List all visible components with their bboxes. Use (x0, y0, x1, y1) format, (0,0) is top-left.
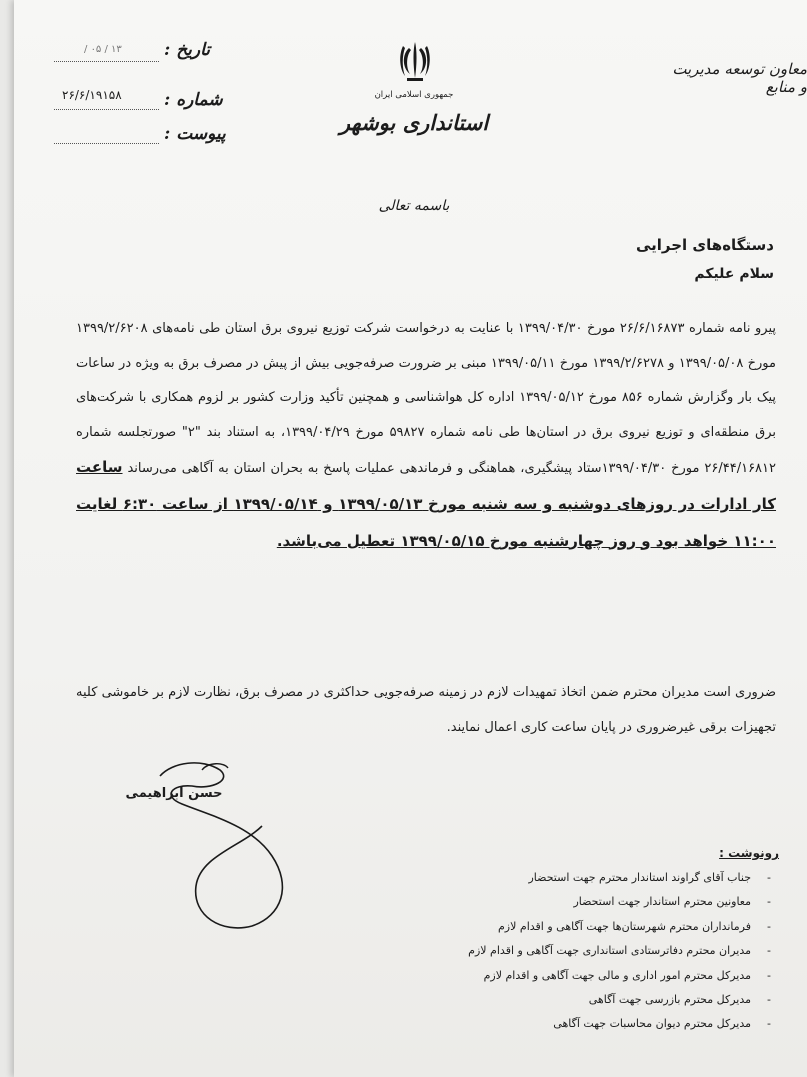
copy-item: - فرمانداران محترم شهرستان‌ها جهت آگاهی و اقدام لازم (394, 915, 779, 939)
copy-item: - مدیرکل محترم دیوان محاسبات جهت آگاهی (394, 1012, 779, 1036)
date-label: تاریخ : (164, 40, 211, 60)
signatory-name: حسن ابراهیمی (125, 786, 223, 801)
copy-item: - معاونین محترم استاندار جهت استحضار (394, 890, 779, 914)
iran-emblem-icon (397, 38, 433, 84)
number-value: ۲۶/۶/۱۹۱۵۸ (62, 88, 122, 102)
date-value: ۱۳ / ۰۵ / (84, 44, 122, 55)
copy-item: - مدیرکل محترم امور اداری و مالی جهت آگاهی و اقدام لازم (394, 964, 779, 988)
number-label: شماره : (164, 90, 223, 110)
second-paragraph: ضروری است مدیران محترم ضمن اتخاذ تمهیدات لازم در زمینه صرفه‌جویی حداکثری در مصرف برق، نظارت لازم بر خاموشی کلیه تجهیزات برقی غیرضروری در پایان ساعت کاری اعمال نمایند. (76, 685, 776, 735)
bismillah: باسمه تعالی (378, 198, 450, 214)
main-paragraph-text: پیرو نامه شماره ۲۶/۶/۱۶۸۷۳ مورخ ۱۳۹۹/۰۴/۳۰ با عنایت به درخواست شرکت توزیع نیروی برق استان طی نامه‌های ۱۳۹۹/۲/۶۲۰۸ مورخ ۱۳۹۹/۰۵/۰۸ و ۱۳۹۹/۲/۶۲۷۸ مورخ ۱۳۹۹/۰۵/۱۱ مبنی بر ضرورت صرفه‌جویی بیش از پیش در مصرف برق به ویژه در ساعات پیک بار وگزارش شماره ۸۵۶ مورخ ۱۳۹۹/۰۵/۱۲ اداره کل هواشناسی و همچنین تأکید وزارت کشور بر لزوم همکاری با شرکت‌های برق منطقه‌ای و توزیع نیروی برق در استان‌ها طی نامه شماره ۵۹۸۲۷ مورخ ۱۳۹۹/۰۴/۲۹، به استناد بند "۲" صورتجلسه شماره ۲۶/۴۴/۱۶۸۱۲ مورخ ۱۳۹۹/۰۴/۳۰ستاد پیشگیری، هماهنگی و فرماندهی عملیات پاسخ به بحران استان به آگاهی می‌رساند (76, 321, 776, 477)
copy-item: - جناب آقای گراوند استاندار محترم جهت استحضار (394, 866, 779, 890)
attachment-dotted-line (54, 142, 159, 144)
copy-item: - مدیران محترم دفاترستادی استانداری جهت آگاهی و اقدام لازم (394, 939, 779, 963)
copy-item: - مدیرکل محترم بازرسی جهت آگاهی (394, 988, 779, 1012)
working-hours-emphasis: ساعت کار ادارات در روزهای دوشنبه و سه شنبه مورخ ۱۳۹۹/۰۵/۱۳ و ۱۳۹۹/۰۵/۱۴ از ساعت ۶:۳۰ لغایت ۱۱:۰۰ خواهد بود و روز چهارشنبه مورخ ۱۳۹۹/۰۵/۱۵ تعطیل می‌باشد. (76, 458, 777, 550)
addressee: دستگاه‌های اجرایی (635, 236, 774, 254)
number-dotted-line (54, 108, 159, 110)
copies-list (394, 866, 779, 1037)
republic-label: جمهوری اسلامی ایران (374, 90, 454, 100)
greeting: سلام علیکم (694, 266, 774, 282)
attachment-label: پیوست : (164, 124, 226, 144)
letter-page (14, 0, 807, 1077)
copies-heading: رونوشت : (719, 846, 779, 860)
main-paragraph (76, 312, 776, 560)
signature-scribble (132, 756, 302, 936)
province-title: استانداری بوشهر (339, 110, 489, 135)
vice-presidency-heading: معاون توسعه مدیریت و منابع (672, 60, 807, 96)
date-dotted-line (54, 60, 159, 62)
